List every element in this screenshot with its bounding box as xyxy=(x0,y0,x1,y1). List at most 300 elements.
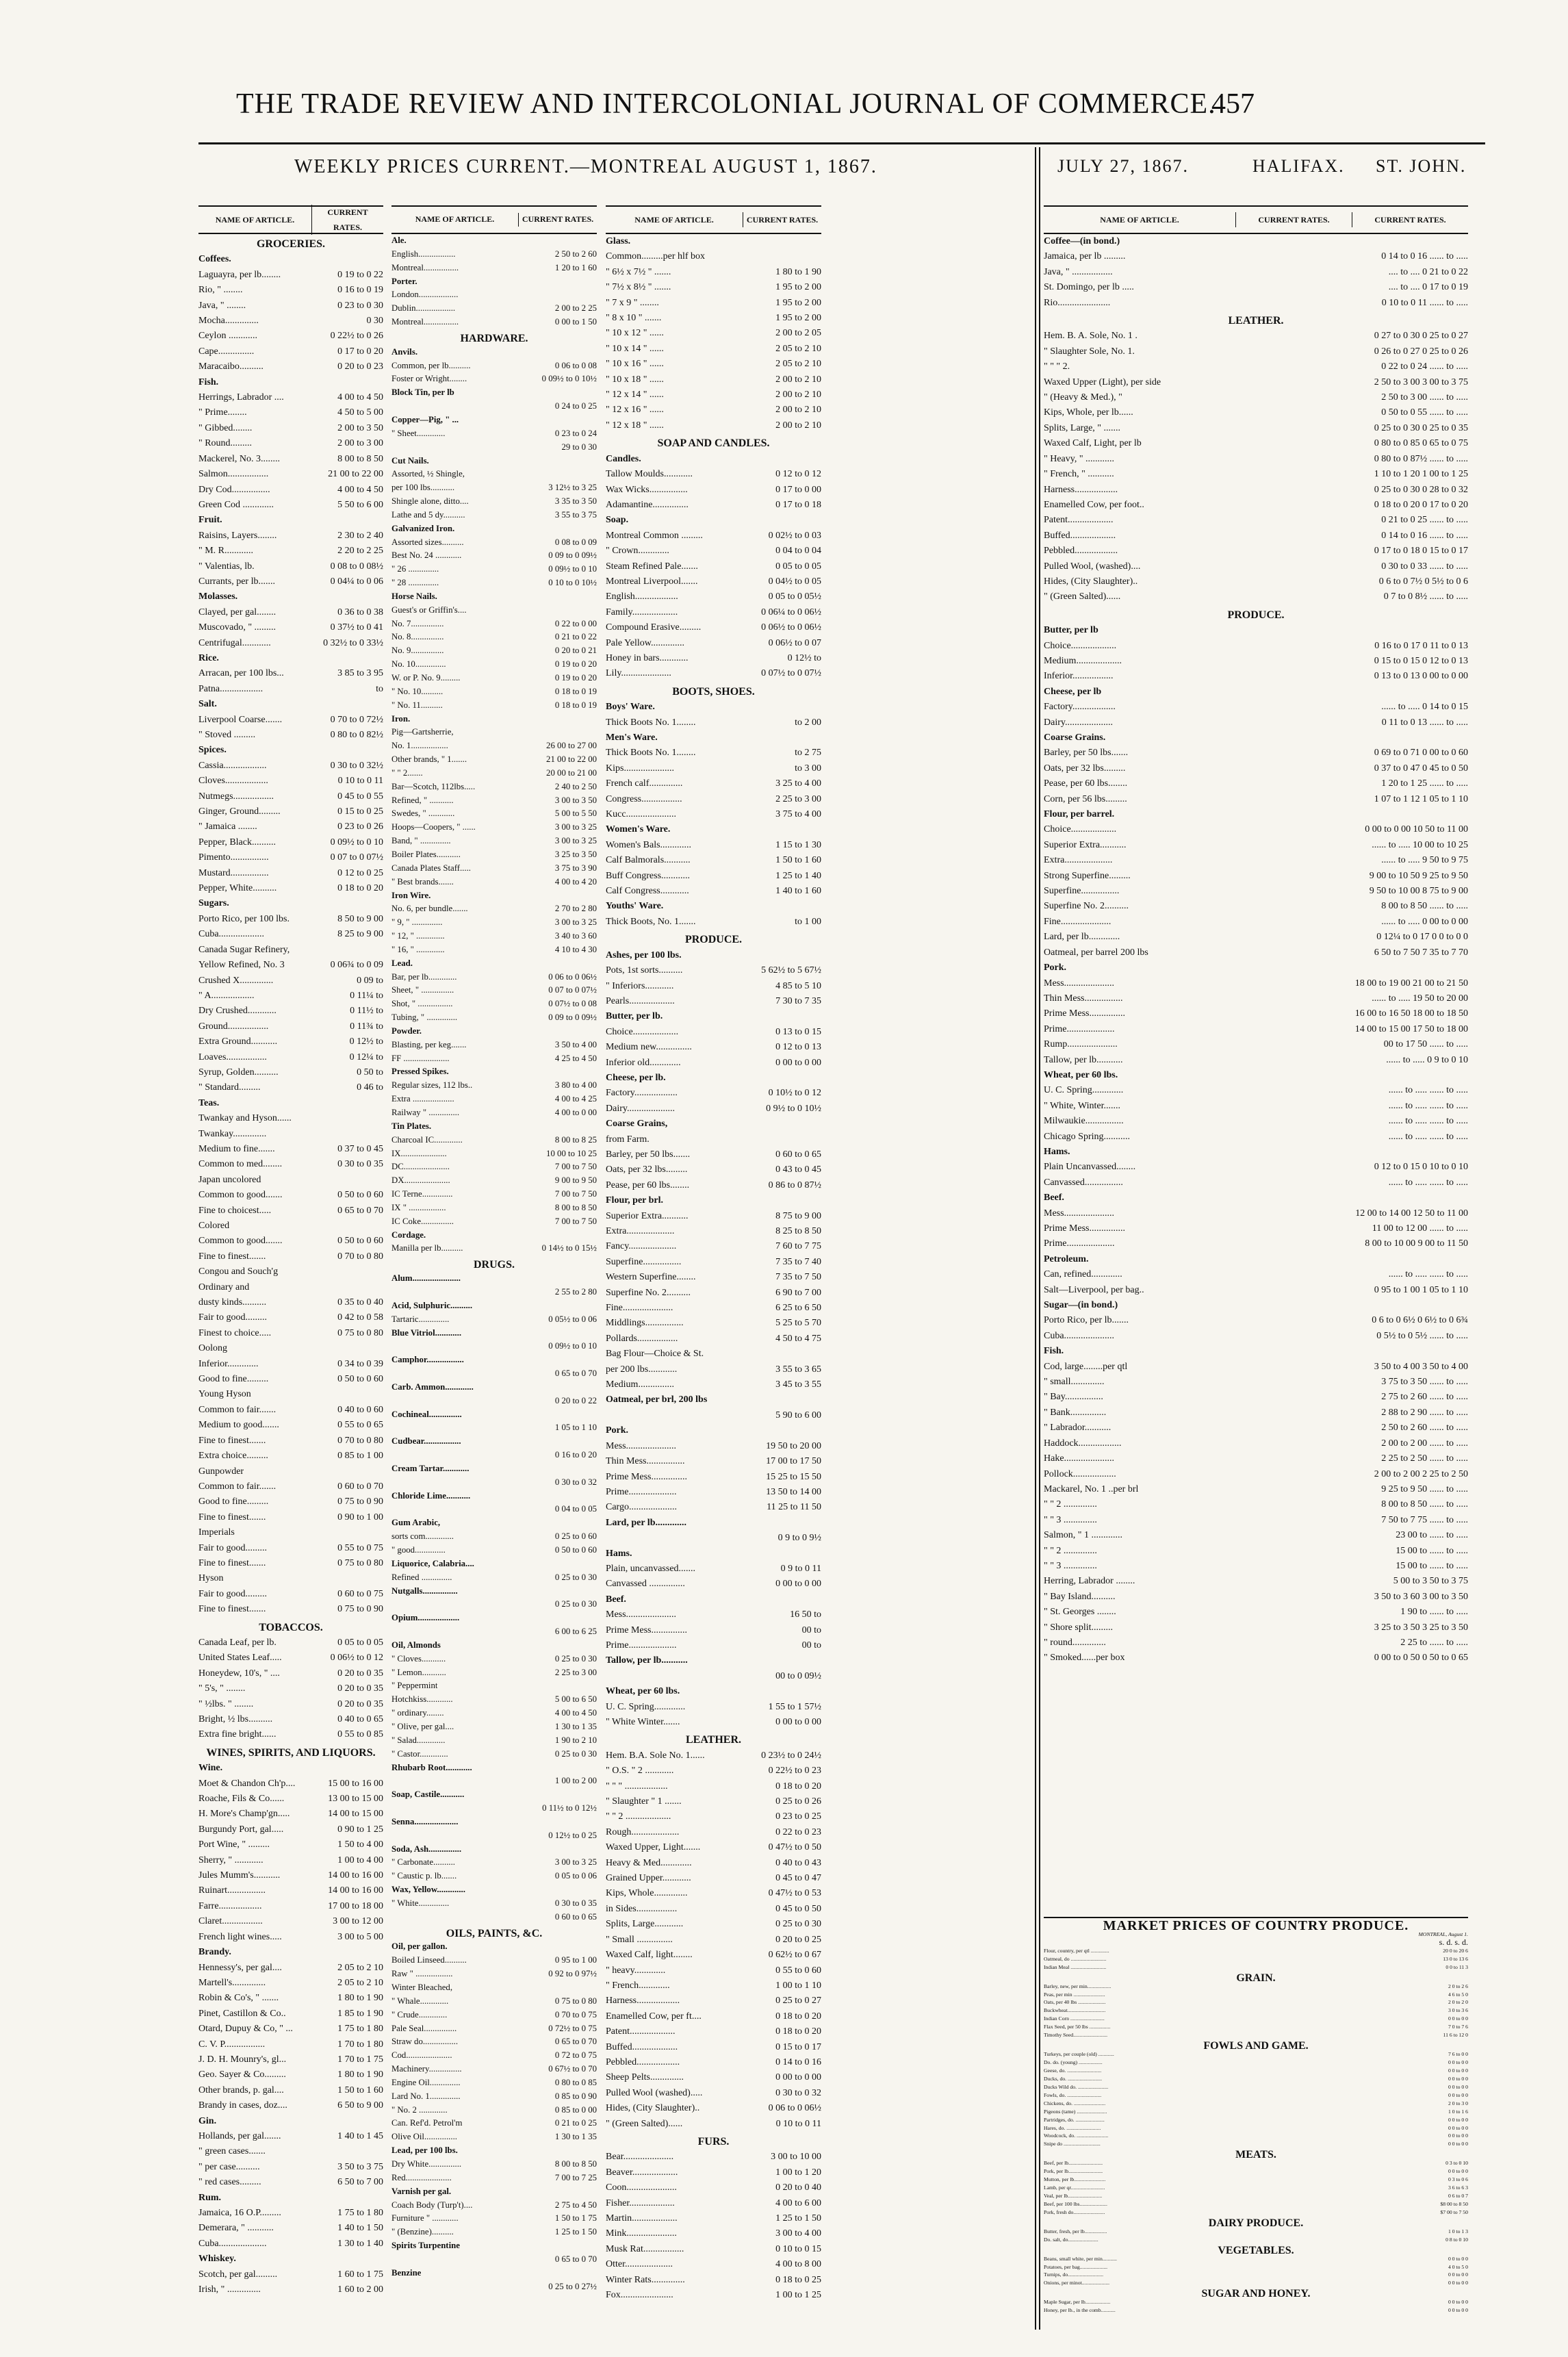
group-heading: Cream Tartar............ xyxy=(391,1463,470,1473)
article-name: per 200 lbs............ xyxy=(606,1364,678,1375)
price-row xyxy=(606,715,821,730)
price-row xyxy=(391,509,597,522)
section-heading: TOBACCOS. xyxy=(259,1621,323,1633)
price-rate: 0 50 to 0 60 xyxy=(337,1190,383,1201)
article-name: Fair to good......... xyxy=(198,1588,267,1599)
price-row xyxy=(391,1503,597,1516)
price-row xyxy=(606,1255,821,1270)
price-rate: 4 00 to 4 50 xyxy=(337,392,383,403)
article-name: Pollards................. xyxy=(606,1333,678,1344)
price-row xyxy=(1044,1963,1468,1972)
price-rate: 0 37 to 0 47 0 45 to 0 50 xyxy=(1374,763,1468,774)
price-row xyxy=(1044,2184,1468,2192)
price-rate: 0 30 to 0 32½ xyxy=(330,760,383,771)
article-name: Common, per lb.......... xyxy=(391,360,471,370)
price-rate: 0 11 to 0 13 ...... to ..... xyxy=(1381,717,1468,728)
price-rate: 14 00 to 16 00 xyxy=(328,1870,383,1881)
article-name: Peas, per min ........................ xyxy=(1044,1991,1105,1998)
article-name: Prime.................... xyxy=(1044,1023,1115,1034)
price-rate: 1 40 to 1 45 xyxy=(337,2130,383,2141)
price-rate: 4 00 to 0 00 xyxy=(554,1108,597,1117)
price-row xyxy=(391,288,597,302)
article-name: Roache, Fils & Co...... xyxy=(198,1794,285,1805)
price-row xyxy=(391,1967,597,1981)
price-row xyxy=(391,876,597,889)
price-row xyxy=(606,1902,821,1917)
price-row xyxy=(391,2199,597,2213)
article-name: Family................... xyxy=(606,607,678,617)
article-name xyxy=(606,1669,775,1684)
price-row xyxy=(606,1825,821,1840)
article-name: " " 2 .............. xyxy=(1044,1499,1097,1510)
price-rate: 0 86 to 0 87½ xyxy=(768,1180,821,1190)
price-rate: 4 00 to 8 00 xyxy=(775,2259,821,2270)
article-name: Ceylon ............ xyxy=(198,331,257,342)
price-rate: 3 55 to 3 65 xyxy=(775,1364,821,1375)
group-heading: Fish. xyxy=(198,377,219,387)
price-rate: 5 25 to 5 70 xyxy=(775,1318,821,1329)
article-name: Medium............... xyxy=(606,1379,674,1390)
price-row xyxy=(1044,1130,1468,1145)
article-name: Turnips, do........................... xyxy=(1044,2271,1104,2278)
article-name: Waxed Calf, light........ xyxy=(606,1950,693,1961)
article-name: " Gibbed........ xyxy=(198,422,253,433)
article-name xyxy=(391,1802,542,1815)
price-row xyxy=(391,2171,597,2185)
price-rate: .... to .... 0 21 to 0 22 xyxy=(1388,266,1468,277)
price-rate: 2 50 to 2 60 ...... to ..... xyxy=(1381,1423,1468,1434)
price-row xyxy=(1044,390,1468,405)
article-name: " Small ............... xyxy=(606,1934,673,1945)
group-heading: Flour, per barrel. xyxy=(1044,809,1115,820)
price-rate: 1 60 to 2 00 xyxy=(337,2284,383,2295)
price-rate: 26 00 to 27 00 xyxy=(546,741,597,751)
price-row xyxy=(606,838,821,853)
halifax-date: JULY 27, 1867. xyxy=(1057,156,1189,176)
article-name: " 9, " .............. xyxy=(391,917,443,928)
article-name: DC..................... xyxy=(391,1162,450,1172)
article-name: Prime.................... xyxy=(606,1640,677,1651)
article-name: Fair to good......... xyxy=(198,1542,267,1553)
article-name: Onions, per minot..................... xyxy=(1044,2280,1110,2286)
article-name: " No. 11.......... xyxy=(391,700,443,710)
price-rate: 0 17 to 0 00 xyxy=(775,484,821,495)
article-name: U. C. Spring............. xyxy=(606,1701,686,1712)
price-row xyxy=(1044,2228,1468,2236)
group-heading: Pork. xyxy=(606,1425,629,1436)
price-rate: 3 40 to 3 60 xyxy=(554,931,597,941)
article-name: Bright, ½ lbs.......... xyxy=(198,1714,273,1724)
article-name xyxy=(391,441,561,455)
article-name: No. 9............... xyxy=(391,646,444,656)
price-row xyxy=(198,2206,383,2221)
price-rate: 0 37 to 0 45 xyxy=(337,1143,383,1154)
group-heading: Hams. xyxy=(606,1548,632,1559)
price-row xyxy=(606,1362,821,1377)
price-rate: 1 75 to 1 80 xyxy=(337,2208,383,2218)
price-rate: ...... to ..... ...... to ..... xyxy=(1388,1100,1468,1111)
article-name: Extra Ground........... xyxy=(198,1036,278,1047)
price-rate: 3 75 to 4 00 xyxy=(775,809,821,820)
price-row xyxy=(391,468,597,481)
article-name: " 28 .............. xyxy=(391,578,439,588)
article-name: Kips, Whole.............. xyxy=(606,1888,688,1899)
article-name: Extra ................... xyxy=(391,1094,454,1104)
price-rate: 0 40 to 0 60 xyxy=(337,1404,383,1415)
price-rate: 15 25 to 15 50 xyxy=(766,1471,821,1482)
article-name: Tallow Moulds............ xyxy=(606,469,693,480)
article-name: " (Green Salted)...... xyxy=(606,2118,683,2129)
price-rate: 0 14 to 0 16 ...... to ..... xyxy=(1381,251,1468,262)
price-rate: 0 12 to 0 12 xyxy=(775,469,821,480)
price-rate: 1 10 to 1 20 1 00 to 1 25 xyxy=(1374,469,1468,480)
article-name: " Peppermint xyxy=(391,1681,438,1691)
price-row xyxy=(606,1286,821,1301)
article-name: Tartaric.............. xyxy=(391,1314,450,1324)
price-row xyxy=(606,498,821,513)
article-name: Ordinary and xyxy=(198,1282,250,1292)
price-rate: 0 07 to 0 07½ xyxy=(330,852,383,863)
price-rate: 3 55 to 3 75 xyxy=(554,509,597,520)
group-heading: Boys' Ware. xyxy=(606,702,655,713)
price-row xyxy=(391,1679,597,1693)
price-row xyxy=(198,943,383,958)
price-row xyxy=(606,792,821,807)
price-rate: 0 85 to 0 00 xyxy=(554,2104,597,2115)
group-heading: Iron Wire. xyxy=(391,890,431,900)
article-name: " Crude............. xyxy=(391,2009,448,2020)
article-name: " good.............. xyxy=(391,1545,446,1555)
price-row xyxy=(391,2076,597,2090)
price-row xyxy=(606,1101,821,1117)
article-name: Oatmeal, per barrel 200 lbs xyxy=(1044,947,1148,958)
article-name: Partridges, do. ...................... xyxy=(1044,2116,1105,2123)
price-row xyxy=(198,1280,383,1295)
price-row xyxy=(391,400,597,413)
article-name: Ginger, Ground......... xyxy=(198,806,281,817)
group-heading: Senna.................... xyxy=(391,1816,459,1826)
price-row xyxy=(1044,945,1468,960)
price-row xyxy=(198,1976,383,1991)
article-name: Pepper, Black.......... xyxy=(198,837,276,848)
price-rate: ...... to ..... ...... to ..... xyxy=(1388,1085,1468,1096)
price-row xyxy=(198,1050,383,1065)
price-rate: 2 25 to 2 50 ...... to ..... xyxy=(1381,1453,1468,1464)
price-row xyxy=(198,1142,383,1157)
price-rate: 3 50 to 4 00 3 50 to 4 00 xyxy=(1374,1361,1468,1372)
price-rate: 0 05 to 0 06 xyxy=(554,1871,597,1881)
price-rate: 0 20 to 0 25 xyxy=(775,1934,821,1945)
price-rate: 0 60 to 0 65 xyxy=(775,1149,821,1160)
price-row xyxy=(391,767,597,780)
article-name: Buff Congress............ xyxy=(606,870,691,881)
weekly-prices-title: WEEKLY PRICES CURRENT.—MONTREAL AUGUST 1, 1867. xyxy=(294,156,877,177)
price-rate: 0 08 to 0 08½ xyxy=(330,561,383,572)
price-row xyxy=(391,1286,597,1299)
price-rate: 1 80 to 1 90 xyxy=(337,2069,383,2080)
price-rate: 0 23½ to 0 24½ xyxy=(761,1750,821,1761)
price-rate: 21 00 to 22 00 xyxy=(328,469,383,480)
section-heading: LEATHER. xyxy=(1228,315,1284,327)
price-rate: 4 50 to 4 75 xyxy=(775,1333,821,1344)
price-row xyxy=(606,746,821,761)
price-row xyxy=(606,1577,821,1592)
price-rate: 3 00 to 3 50 xyxy=(554,795,597,805)
price-row xyxy=(198,1525,383,1540)
article-name: Honey, per lb., in the comb........... xyxy=(1044,2307,1116,2314)
article-name: Swedes, " ............ xyxy=(391,808,455,819)
price-rate: .... to .... 0 17 to 0 19 xyxy=(1388,282,1468,293)
article-name: Gunpowder xyxy=(198,1466,244,1477)
price-rate: 7 00 to 7 50 xyxy=(554,1162,597,1172)
price-rate: 3 00 to 3 25 xyxy=(554,917,597,928)
price-rate: 0 0 to 0 0 xyxy=(1448,2271,1468,2278)
price-rate: 00 to xyxy=(801,1640,821,1651)
price-row xyxy=(606,1669,821,1684)
article-name: Young Hyson xyxy=(198,1389,251,1400)
price-row xyxy=(606,2196,821,2211)
price-row xyxy=(606,1056,821,1071)
price-rate: 0 16 to 0 20 xyxy=(554,1450,597,1460)
price-row xyxy=(606,483,821,498)
price-row xyxy=(391,1748,597,1761)
price-rate: 0 07 to 0 07½ xyxy=(548,985,597,995)
article-name: Indian Corn .......................... xyxy=(1044,2015,1105,2022)
price-row xyxy=(1044,930,1468,945)
price-row xyxy=(606,605,821,620)
price-rate: ...... to ..... ...... to ..... xyxy=(1388,1177,1468,1188)
article-name: " 6½ x 7½ " ....... xyxy=(606,266,671,277)
article-name: Mess..................... xyxy=(606,1609,677,1620)
price-row xyxy=(606,1886,821,1901)
article-name: Compound Erasive......... xyxy=(606,622,702,633)
price-row xyxy=(198,1203,383,1219)
article-name: Thin Mess................ xyxy=(606,1456,685,1467)
price-row xyxy=(1044,265,1468,280)
price-rate: 0 23 to 0 26 xyxy=(337,821,383,832)
price-row xyxy=(391,1011,597,1025)
article-name: Bag Flour—Choice & St. xyxy=(606,1349,704,1360)
price-row xyxy=(606,1377,821,1392)
price-rate: 2 05 to 2 10 xyxy=(337,1962,383,1973)
article-name: Mackerel, No. 3........ xyxy=(198,453,280,464)
price-rate: 7 30 to 7 35 xyxy=(775,995,821,1006)
price-row xyxy=(1044,2108,1468,2116)
price-row xyxy=(198,1341,383,1356)
price-rate: 0 6 to 0 7 xyxy=(1448,2193,1468,2199)
group-heading: Spirits Turpentine xyxy=(391,2241,460,2251)
price-row xyxy=(1044,2208,1468,2217)
article-name xyxy=(391,1449,555,1462)
article-name: Superior Extra........... xyxy=(1044,839,1127,850)
article-name: " Castor............. xyxy=(391,1748,448,1759)
price-row xyxy=(391,372,597,386)
article-name: Dublin.................. xyxy=(391,303,456,314)
price-row xyxy=(391,726,597,739)
article-name xyxy=(391,1625,555,1639)
article-name: Boiled Linseed.......... xyxy=(391,1955,467,1965)
price-rate: 2 00 to 2 10 xyxy=(775,390,821,400)
article-name: " 10 x 14 " ...... xyxy=(606,343,664,354)
price-rate: 0 47½ to 0 50 xyxy=(768,1842,821,1853)
price-row xyxy=(391,2090,597,2104)
price-row xyxy=(606,2040,821,2055)
article-name: Fine to finest....... xyxy=(198,1512,266,1523)
article-name: Jamaica, per lb ......... xyxy=(1044,251,1126,262)
price-rate: 5 00 to 3 50 to 3 75 xyxy=(1393,1576,1468,1587)
article-name: Colored xyxy=(198,1221,230,1231)
price-rate: 00 to 17 50 ...... to ..... xyxy=(1383,1039,1468,1050)
article-name xyxy=(391,1774,555,1788)
price-row xyxy=(606,1224,821,1239)
price-row xyxy=(198,2083,383,2098)
price-rate: ...... to ..... ...... to ..... xyxy=(1388,1131,1468,1142)
price-rate: 1 00 to 1 25 xyxy=(775,2290,821,2301)
price-rate: 0 12½ to xyxy=(787,652,821,663)
price-rate: 7 35 to 7 50 xyxy=(775,1272,821,1283)
price-row xyxy=(1044,1329,1468,1344)
price-rate: 2 05 to 2 10 xyxy=(775,343,821,354)
article-name: Herring, Labrador ........ xyxy=(1044,1576,1135,1587)
price-rate: 1 00 to 1 10 xyxy=(775,1980,821,1991)
price-rate: 0 06¼ to 0 06½ xyxy=(761,607,821,617)
article-name: Yellow Refined, No. 3 xyxy=(198,960,285,971)
group-heading: Sugar—(in bond.) xyxy=(1044,1300,1118,1311)
article-name: Chicago Spring........... xyxy=(1044,1131,1130,1142)
header-rates-stjohn: CURRENT RATES. xyxy=(1352,212,1468,227)
group-heading: Coffees. xyxy=(198,254,231,265)
price-row xyxy=(198,1635,383,1651)
price-row xyxy=(198,544,383,559)
section-heading: HARDWARE. xyxy=(460,332,528,344)
price-row xyxy=(391,794,597,808)
price-rate: 3 00 to 3 25 xyxy=(554,822,597,832)
article-name: " Standard......... xyxy=(198,1082,261,1093)
article-name: J. D. H. Mounry's, gl... xyxy=(198,2054,287,2065)
price-row xyxy=(391,316,597,329)
price-row xyxy=(606,2165,821,2180)
price-rate: 0 0 to 0 0 xyxy=(1448,2116,1468,2123)
price-row xyxy=(606,357,821,372)
price-rate: 2 00 to 3 00 xyxy=(337,438,383,449)
article-name: Hoops—Coopers, " ...... xyxy=(391,822,476,832)
group-heading: Porter. xyxy=(391,276,417,286)
price-rate: 3 25 to 3 50 3 25 to 3 50 xyxy=(1374,1622,1468,1633)
price-row xyxy=(198,574,383,589)
group-heading: Iron. xyxy=(391,713,411,724)
price-rate: 1 00 to 1 20 xyxy=(775,2167,821,2178)
price-row xyxy=(606,1270,821,1285)
price-rate: 0 0 to 0 0 xyxy=(1448,2307,1468,2314)
price-row xyxy=(198,1310,383,1325)
group-heading: Wine. xyxy=(198,1763,223,1774)
price-row xyxy=(198,1602,383,1617)
article-name: Medium new............... xyxy=(606,1042,692,1053)
price-row xyxy=(391,427,597,441)
price-row xyxy=(1044,2124,1468,2132)
price-rate: 0 3 to 0 6 xyxy=(1448,2176,1468,2183)
price-row xyxy=(198,2267,383,2282)
article-name: Barley, new, per min.................. xyxy=(1044,1983,1111,1989)
price-rate: 0 09½ to 0 10 xyxy=(548,564,597,574)
price-rate: 0 72½ to 0 75 xyxy=(548,2023,597,2033)
article-name: Fine to finest....... xyxy=(198,1251,266,1262)
article-name: " (Heavy & Med.), " xyxy=(1044,392,1122,403)
article-name: Enamelled Cow, per ft.... xyxy=(606,2011,702,2022)
price-row xyxy=(391,1313,597,1327)
price-rate: to xyxy=(376,683,383,694)
article-name: Pepper, White.......... xyxy=(198,883,277,894)
article-name: Robin & Co's, " ....... xyxy=(198,1993,279,2004)
price-rate: 0 0 to 0 0 xyxy=(1448,2299,1468,2306)
article-name: Ruinart................ xyxy=(198,1885,266,1896)
price-row xyxy=(198,682,383,697)
price-row xyxy=(606,994,821,1009)
article-name: Pork, per lb.......................... xyxy=(1044,2168,1103,2175)
price-row xyxy=(198,1372,383,1387)
article-name: Pigeons (tame) ....................... xyxy=(1044,2108,1107,2115)
price-row xyxy=(198,2037,383,2052)
price-row xyxy=(198,498,383,513)
price-row xyxy=(1044,700,1468,715)
price-rate: 0 45 to 0 50 xyxy=(775,1903,821,1914)
price-rate: 1 25 to 1 40 xyxy=(775,870,821,881)
price-rate: 29 to 0 30 xyxy=(561,442,597,452)
price-rate: 0 75 to 0 80 xyxy=(554,1996,597,2006)
header-article: NAME OF ARTICLE. xyxy=(215,214,295,225)
price-rate: to 3 00 xyxy=(795,763,821,774)
article-name: in Sides................. xyxy=(606,1903,678,1914)
price-rate: 1 25 to 1 50 xyxy=(554,2227,597,2237)
article-name: Common to fair....... xyxy=(198,1481,277,1492)
price-row xyxy=(1044,2083,1468,2091)
market-rows xyxy=(1044,1947,1468,2315)
price-row xyxy=(1044,2100,1468,2108)
article-name: " 26 .............. xyxy=(391,564,439,574)
price-row xyxy=(606,2211,821,2226)
article-name: Twankay.............. xyxy=(198,1128,267,1139)
article-name xyxy=(391,1476,555,1490)
price-rate: 4 00 to 4 50 xyxy=(554,1708,597,1718)
price-rate: 21 00 to 22 00 xyxy=(546,754,597,765)
price-row xyxy=(198,1434,383,1449)
price-row xyxy=(391,1174,597,1188)
price-rate: 14 00 to 16 00 xyxy=(328,1885,383,1896)
price-row xyxy=(1044,1006,1468,1021)
price-row xyxy=(198,298,383,314)
price-rate: 0 70 to 0 72½ xyxy=(330,714,383,725)
price-row xyxy=(1044,2167,1468,2176)
article-name: Pale Yellow.............. xyxy=(606,637,684,648)
price-rate: 2 00 to 2 10 xyxy=(775,405,821,416)
price-rate: 0 11½ to xyxy=(350,1006,383,1017)
price-rate: 0 0 to 0 0 xyxy=(1448,2124,1468,2131)
article-name: Sheet, " ............... xyxy=(391,985,454,995)
article-name: Pearls................... xyxy=(606,995,675,1006)
price-row xyxy=(606,1607,821,1622)
price-row xyxy=(391,1856,597,1870)
price-rate: 0 10 to 0 10½ xyxy=(548,578,597,588)
price-rate: 0 22 to 0 23 xyxy=(775,1826,821,1837)
group-heading: Lead, per 100 lbs. xyxy=(391,2145,458,2156)
price-rate: 6 50 to 7 50 7 35 to 7 70 xyxy=(1374,947,1468,958)
price-rate: 1 80 to 1 90 xyxy=(337,1993,383,2004)
price-rate: 0 92 to 0 97½ xyxy=(548,1969,597,1979)
price-row xyxy=(1044,1467,1468,1482)
article-name: Canvassed ............... xyxy=(606,1579,685,1590)
price-row xyxy=(1044,2263,1468,2271)
price-rate: 1 50 to 1 60 xyxy=(775,855,821,866)
